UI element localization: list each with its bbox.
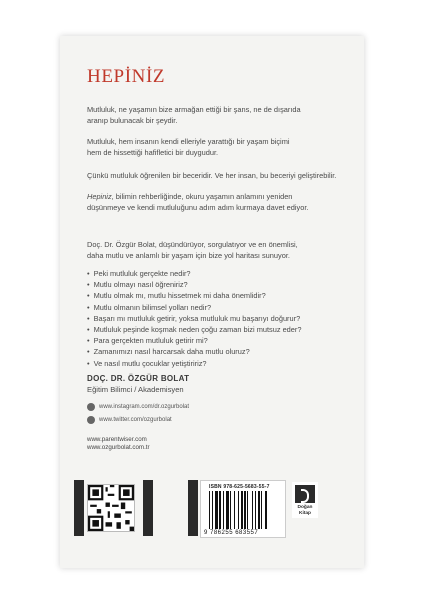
text-line: Mutluluk, ne yaşamın bize armağan ettiği bir şans, ne de dışarıda <box>87 105 301 114</box>
author-name: DOÇ. DR. ÖZGÜR BOLAT <box>87 374 190 383</box>
list-item: • Mutlu olmanın bilimsel yolları nedir? <box>87 302 301 313</box>
barcode-bar <box>252 491 253 529</box>
italic-title: Hepiniz <box>87 192 112 201</box>
barcode-bar <box>244 491 246 529</box>
list-item: • Mutluluk peşinde koşmak neden çoğu zaman bizi mutsuz eder? <box>87 324 301 335</box>
barcode-bar <box>258 491 260 529</box>
barcode-bar <box>265 491 267 529</box>
barcode-bar <box>247 491 248 529</box>
isbn-text: ISBN 978-625-5683-55-7 <box>209 484 270 490</box>
text-line: düşünmeye ve kendi mutluluğunu adım adım kurmaya davet ediyor. <box>87 203 309 212</box>
publisher-logo <box>292 482 318 518</box>
book-back-cover <box>60 36 364 568</box>
text-line: Doç. Dr. Özgür Bolat, düşündürüyor, sorgulatıyor ve en önemlisi, <box>87 240 298 249</box>
barcode-bar <box>238 491 239 529</box>
barcode-bar <box>209 491 210 529</box>
text-line <box>87 191 359 202</box>
list-item: • Başarı mı mutluluk getirir, yoksa mutluluk mu başarıyı doğurur? <box>87 313 301 324</box>
text-line: hem de hissettiği hafifletici bir duygudur. <box>87 148 219 157</box>
twitter-icon <box>87 416 95 424</box>
publisher-name: Kitap <box>299 511 311 516</box>
barcode-bar <box>230 491 231 529</box>
website-link[interactable]: www.ozgurbolat.com.tr <box>87 444 150 451</box>
website-link[interactable]: www.parentwiser.com <box>87 436 147 443</box>
instagram-link[interactable] <box>87 403 189 411</box>
barcode <box>209 491 279 529</box>
vertical-strip <box>74 480 84 536</box>
barcode-bar <box>226 491 229 529</box>
text-line: aranıp bulunacak bir şeydir. <box>87 116 178 125</box>
barcode-bar <box>219 491 221 529</box>
barcode-bar <box>223 491 224 529</box>
text-line: Çünkü mutluluk öğrenilen bir beceridir. Ve her insan, bu beceriyi geliştirebilir. <box>87 171 337 180</box>
author-paragraph <box>87 239 359 261</box>
twitter-link[interactable] <box>87 416 172 424</box>
list-item: • Mutlu olmak mı, mutlu hissetmek mi daha önemlidir? <box>87 290 301 301</box>
ean-number: 9 786255 683557 <box>204 530 259 536</box>
qr-code <box>87 484 135 532</box>
text-line: daha mutlu ve anlamlı bir yaşam için bize yol haritası sunuyor. <box>87 251 290 260</box>
instagram-url: www.instagram.com/dr.ozgurbolat <box>99 404 190 410</box>
barcode-bar <box>261 491 262 529</box>
publisher-name: Doğan <box>297 505 313 510</box>
barcode-bar <box>255 491 256 529</box>
vertical-strip <box>188 480 198 536</box>
list-item: • Peki mutluluk gerçekte nedir? <box>87 268 301 279</box>
list-item: • Zamanımızı nasıl harcarsak daha mutlu oluruz? <box>87 346 301 357</box>
book-title: HEPİNİZ <box>87 66 166 87</box>
skill-paragraph <box>87 170 364 181</box>
definition-paragraph <box>87 136 359 158</box>
text-span: , bilimin rehberliğinde, okuru yaşamın anlamını yeniden <box>111 192 293 201</box>
question-list <box>87 268 301 369</box>
list-item: • Ve nasıl mutlu çocuklar yetiştiririz? <box>87 358 301 369</box>
barcode-box <box>200 480 286 538</box>
barcode-bar <box>212 491 213 529</box>
list-item: • Mutlu olmayı nasıl öğreniriz? <box>87 279 301 290</box>
twitter-url: www.twitter.com/ozgurbolat <box>99 417 172 423</box>
vertical-strip <box>143 480 153 536</box>
publisher-mark-icon <box>295 485 315 503</box>
author-role: Eğitim Bilimci / Akademisyen <box>87 385 184 394</box>
barcode-bar <box>215 491 218 529</box>
instagram-icon <box>87 403 95 411</box>
barcode-bar <box>241 491 243 529</box>
text-line: Mutluluk, hem insanın kendi elleriyle yarattığı bir yaşam biçimi <box>87 137 290 146</box>
barcode-bar <box>234 491 235 529</box>
list-item: • Para gerçekten mutluluk getirir mi? <box>87 335 301 346</box>
invitation-paragraph <box>87 191 359 213</box>
intro-paragraph <box>87 104 359 126</box>
